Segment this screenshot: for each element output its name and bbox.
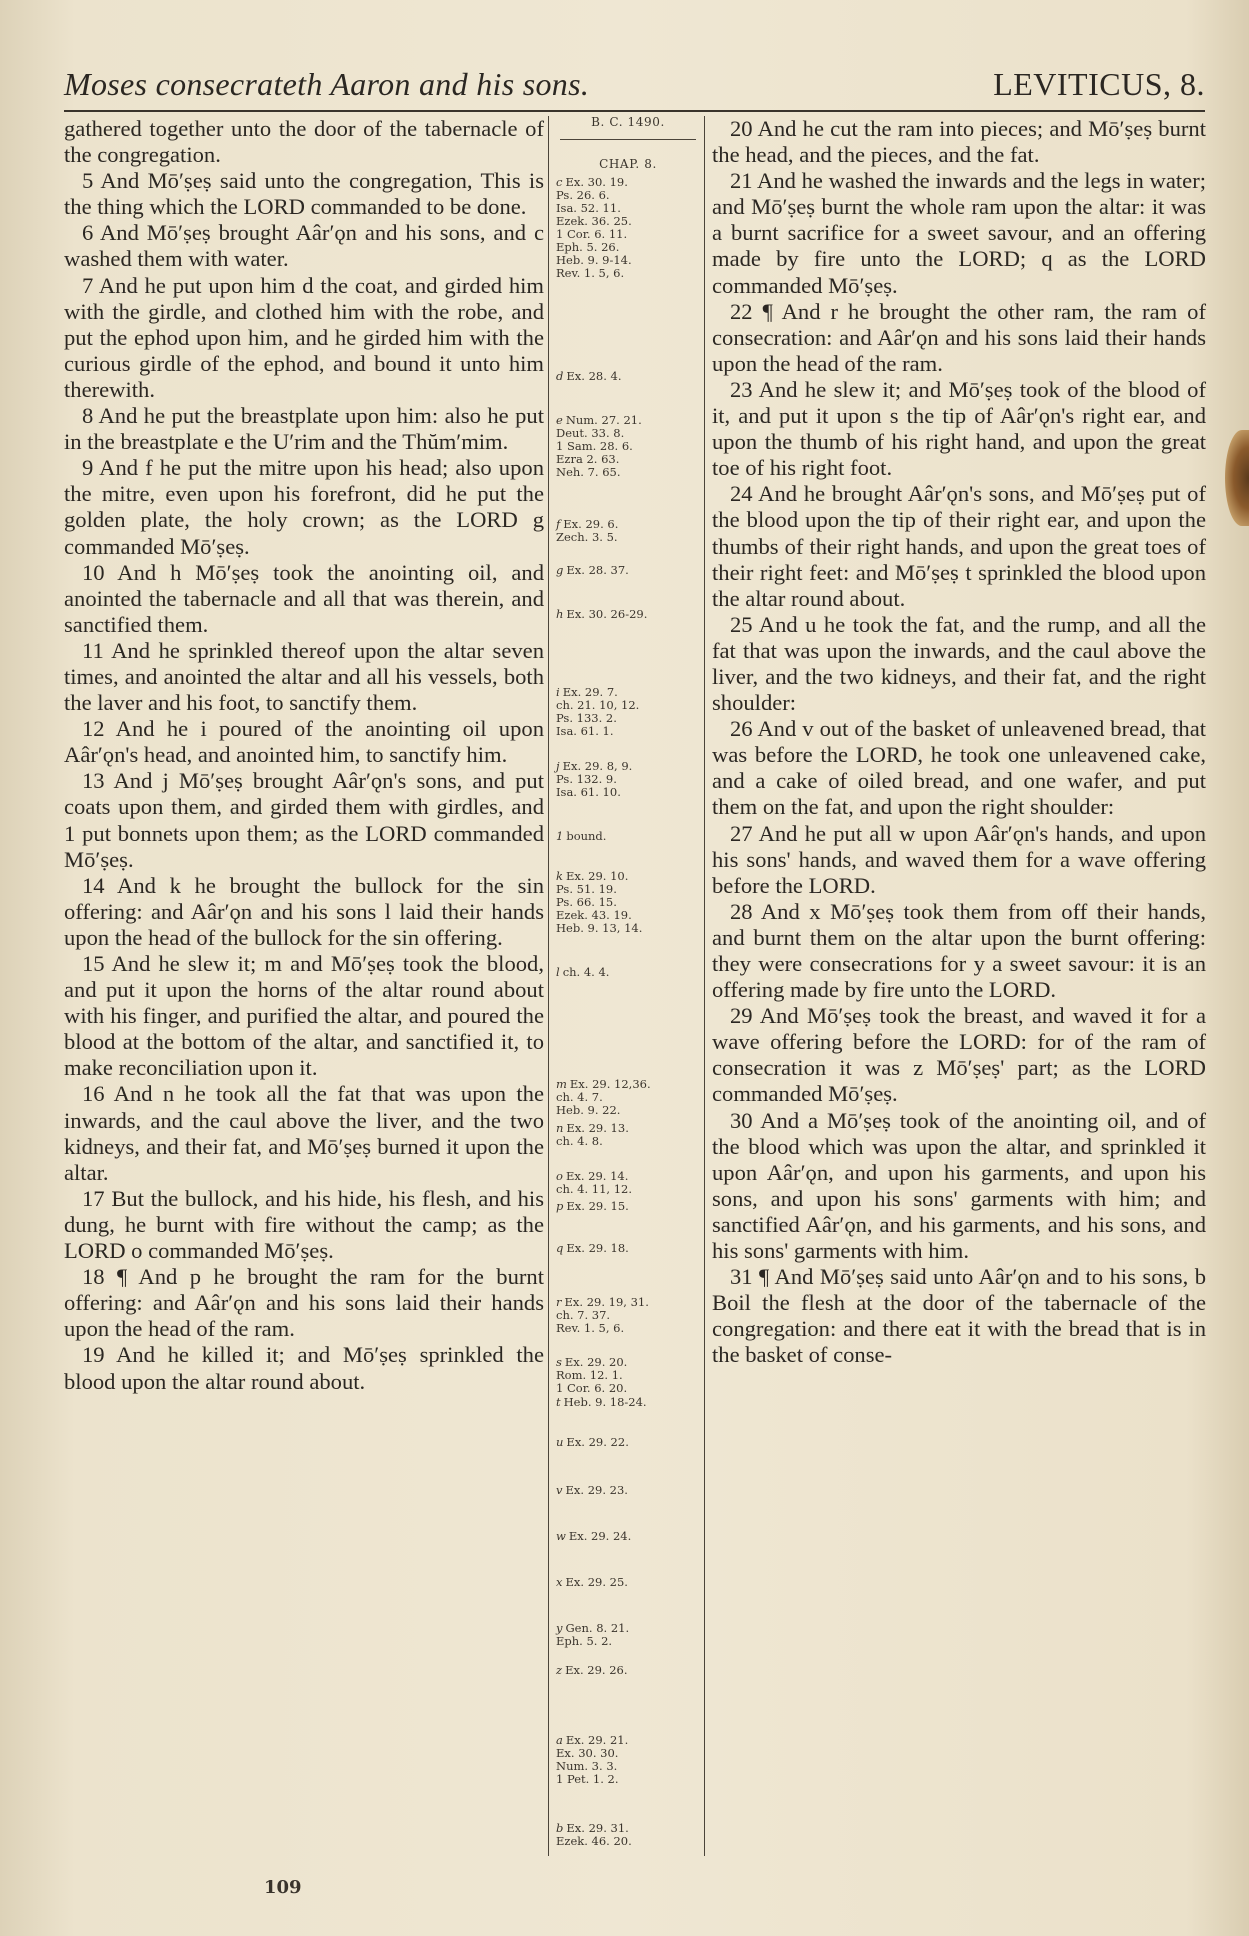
reference-text: Ex. 29. 26. [565,1663,628,1677]
divider [560,139,696,140]
reference-text: Ex. 29. 22. [566,1435,629,1449]
cross-reference [556,1822,700,1848]
cross-reference [556,518,700,544]
verse: 7 And he put upon him d the coat, and girded him with the girdle, and clothed him with the robe, and put the ephod upon him, and he girded him with the curious girdle of the ephod, and bound it unto him therewith. [64,272,544,402]
cross-reference [556,1622,700,1648]
cross-reference [556,1734,700,1786]
reference-mark: d [556,369,564,383]
verse: 15 And he slew it; m and Mō′ṣeṣ took the blood, and put it upon the horns of the altar round about with his finger, and purified the altar, and poured the blood at the bottom of the altar, and sanctified it, to make reconciliation upon it. [64,951,544,1081]
reference-mark: 1 [556,829,564,843]
reference-text: Ex. 29. 10. Ps. 51. 19. Ps. 66. 15. Ezek. 43. 19. Heb. 9. 13, 14. [556,869,643,935]
reference-mark: i [556,685,560,699]
cross-reference [556,1170,700,1196]
reference-text: Ex. 29. 14. ch. 4. 11, 12. [556,1169,633,1196]
reference-mark: r [556,1295,562,1309]
reference-mark: v [556,1483,563,1497]
verse: 19 And he killed it; and Mō′ṣeṣ sprinkled the blood upon the altar round about. [64,1342,544,1394]
left-text-column [64,116,544,1395]
reference-text: Heb. 9. 18-24. [563,1395,647,1409]
center-reference-column [556,115,700,1848]
verse: 14 And k he brought the bullock for the sin offering: and Aâr′ǫn and his sons l laid their hands upon the head of the bullock for the sin offering. [64,872,544,950]
cross-reference [556,830,700,843]
page-title: Moses consecrateth Aaron and his sons. [64,66,590,102]
reference-mark: j [556,759,560,773]
reference-text: Ex. 29. 13. ch. 4. 8. [556,1121,629,1148]
column-divider [704,116,705,1856]
date-label: B. C. 1490. [591,115,665,129]
verse: 28 And x Mō′ṣeṣ took them from off their hands, and burnt them on the altar upon the burnt offering: they were consecrations for y a sweet savour: it is an offering made by fire unto the LORD. [712,898,1206,1003]
reference-text: Ex. 29. 15. [566,1199,629,1213]
reference-text: Ex. 29. 6. Zech. 3. 5. [556,517,619,544]
cross-reference [556,414,700,479]
verse: 27 And he put all w upon Aâr′ǫn's hands, and upon his sons' hands, and waved them for a wave offering before the LORD. [712,820,1206,898]
cross-reference [556,1078,700,1117]
right-text-column [712,116,1206,1369]
running-head [64,60,1205,112]
reference-mark: y [556,1621,563,1635]
verse: 8 And he put the breastplate upon him: also he put in the breastplate e the U′rim and the Thŭm′mim. [64,403,544,455]
reference-text: Ex. 29. 23. [565,1483,628,1497]
reference-text: bound. [566,829,607,843]
cross-reference [556,370,700,383]
reference-mark: e [556,413,563,427]
reference-mark: z [556,1663,563,1677]
verse: 17 But the bullock, and his hide, his flesh, and his dung, he burnt with fire without the camp; as the LORD o commanded Mō′ṣeṣ. [64,1185,544,1264]
reference-mark: f [556,517,561,531]
reference-text: Ex. 30. 19. Ps. 26. 6. Isa. 52. 11. Ezek. 36. 25. 1 Cor. 6. 11. Eph. 5. 26. Heb. 9. 9-14. Rev. 1. 5, 6. [556,175,632,280]
verse: 13 And j Mō′ṣeṣ brought Aâr′ǫn's sons, and put coats upon them, and girded them with girdles, and 1 put bonnets upon them; as the LORD commanded Mō′ṣeṣ. [64,768,544,872]
reference-text: Ex. 29. 12,36. ch. 4. 7. Heb. 9. 22. [556,1077,651,1117]
cross-reference [556,608,700,621]
reference-mark: l [556,965,560,979]
reference-mark: b [556,1821,564,1835]
verse: 10 And h Mō′ṣeṣ took the anointing oil, and anointed the tabernacle and all that was therein, and sanctified them. [64,559,544,637]
verse: gathered together unto the door of the tabernacle of the congregation. [64,116,544,168]
cross-reference [556,870,700,935]
cross-reference [556,1484,700,1497]
cross-reference [556,1242,700,1255]
verse: 24 And he brought Aâr′ǫn's sons, and Mō′ṣeṣ put of the blood upon the tip of their right ear, and upon the thumbs of their right hands, and upon the great toes of their right feet: and Mō′ṣeṣ t sprinkled the blood upon the altar round about. [712,481,1206,611]
verse: 26 And v out of the basket of unleavened bread, that was before the LORD, he took one unleavened cake, and a cake of oiled bread, and one wafer, and put them on the fat, and upon the right shoulder: [712,716,1206,820]
reference-text: Ex. 29. 25. [565,1575,628,1589]
cross-reference [556,1200,700,1213]
verse: 25 And u he took the fat, and the rump, and all the fat that was upon the inwards, and the caul above the liver, and the two kidneys, and their fat, and the right shoulder: [712,611,1206,716]
verse: 9 And f he put the mitre upon his head; also upon the mitre, even upon his forefront, did he put the golden plate, the holy crown; as the LORD g commanded Mō′ṣeṣ. [64,455,544,559]
page-number: 109 [264,1877,302,1898]
reference-mark: s [556,1355,562,1369]
reference-mark: t [556,1395,561,1409]
verse: 5 And Mō′ṣeṣ said unto the congregation, This is the thing which the LORD commanded to be done. [64,168,544,220]
cross-reference [556,966,700,979]
reference-text: Ex. 29. 21. Ex. 30. 30. Num. 3. 3. 1 Pet. 1. 2. [556,1733,629,1786]
reference-text: Ex. 29. 24. [568,1529,632,1543]
cross-reference [556,760,700,799]
reference-text: Ex. 30. 26-29. [566,607,648,621]
cross-reference [556,1396,700,1409]
reference-text: Ex. 29. 18. [566,1241,629,1255]
reference-mark: w [556,1529,566,1543]
chapter-label: CHAP. 8. [599,157,657,171]
reference-mark: h [556,607,564,621]
cross-reference [556,686,700,738]
reference-text: Gen. 8. 21. Eph. 5. 2. [556,1621,630,1648]
reference-text: Ex. 29. 20. Rom. 12. 1. 1 Cor. 6. 20. [556,1355,628,1395]
verse: 21 And he washed the inwards and the legs in water; and Mō′ṣeṣ burnt the whole ram upon the altar: it was a burnt sacrifice for a sweet savour, and an offering made by fire unto the LORD; q as the LORD commanded Mō′ṣeṣ. [712,168,1206,298]
reference-text: Ex. 29. 8, 9. Ps. 132. 9. Isa. 61. 10. [556,759,633,799]
cross-reference [556,1576,700,1589]
verse: 31 ¶ And Mō′ṣeṣ said unto Aâr′ǫn and to his sons, b Boil the flesh at the door of the tabernacle of the congregation: and there eat it with the bread that is in the basket of conse- [712,1264,1206,1368]
verse: 20 And he cut the ram into pieces; and Mō′ṣeṣ burnt the head, and the pieces, and the fat. [712,116,1206,168]
column-divider [548,116,549,1856]
verse: 29 And Mō′ṣeṣ took the breast, and waved it for a wave offering before the LORD: for of the ram of consecration it was z Mō′ṣeṣ' part; as the LORD commanded Mō′ṣeṣ. [712,1003,1206,1107]
reference-mark: u [556,1435,564,1449]
reference-mark: k [556,869,563,883]
reference-mark: x [556,1575,563,1589]
reference-mark: o [556,1169,563,1183]
cross-reference [556,176,700,280]
thumb-index-tab[interactable] [1225,430,1249,526]
reference-text: Ex. 28. 37. [566,563,629,577]
cross-reference [556,1664,700,1677]
reference-text: Ex. 28. 4. [566,369,622,383]
reference-text: Ex. 29. 19, 31. ch. 7. 37. Rev. 1. 5, 6. [556,1295,649,1335]
reference-text: Ex. 29. 7. ch. 21. 10, 12. Ps. 133. 2. Isa. 61. 1. [556,685,640,738]
reference-mark: c [556,175,563,189]
book-chapter-heading: LEVITICUS, 8. [993,66,1205,102]
reference-mark: m [556,1077,567,1091]
cross-reference [556,564,700,577]
verse: 23 And he slew it; and Mō′ṣeṣ took of the blood of it, and put it upon s the tip of Aâr′ǫn's right ear, and upon the thumb of his right hand, and upon the great toe of his right foot. [712,376,1206,481]
cross-reference [556,1122,700,1148]
cross-reference [556,1356,700,1395]
reference-text: Num. 27. 21. Deut. 33. 8. 1 Sam. 28. 6. Ezra 2. 63. Neh. 7. 65. [556,413,642,479]
reference-mark: n [556,1121,564,1135]
reference-mark: a [556,1733,563,1747]
cross-reference [556,1530,700,1543]
reference-text: Ex. 29. 31. Ezek. 46. 20. [556,1821,632,1848]
reference-text: ch. 4. 4. [562,965,610,979]
verse: 11 And he sprinkled thereof upon the altar seven times, and anointed the altar and all his vessels, both the laver and his foot, to sanctify them. [64,637,544,716]
cross-reference [556,1436,700,1449]
reference-mark: p [556,1199,564,1213]
reference-mark: g [556,563,564,577]
verse: 22 ¶ And r he brought the other ram, the ram of consecration: and Aâr′ǫn and his sons laid their hands upon the head of the ram. [712,298,1206,376]
verse: 12 And he i poured of the anointing oil upon Aâr′ǫn's head, and anointed him, to sanctify him. [64,716,544,768]
verse: 6 And Mō′ṣeṣ brought Aâr′ǫn and his sons, and c washed them with water. [64,220,544,272]
cross-reference [556,1296,700,1335]
verse: 30 And a Mō′ṣeṣ took of the anointing oil, and of the blood which was upon the altar, and sprinkled it upon Aâr′ǫn, and upon his garments, and upon his sons, and upon his sons' garments with him; and sanctified Aâr′ǫn, and his garments, and his sons, and his sons' garments with him. [712,1107,1206,1264]
verse: 18 ¶ And p he brought the ram for the burnt offering: and Aâr′ǫn and his sons laid their hands upon the head of the ram. [64,1264,544,1342]
reference-mark: q [556,1241,564,1255]
verse: 16 And n he took all the fat that was upon the inwards, and the caul above the liver, and the two kidneys, and their fat, and Mō′ṣeṣ burned it upon the altar. [64,1081,544,1185]
